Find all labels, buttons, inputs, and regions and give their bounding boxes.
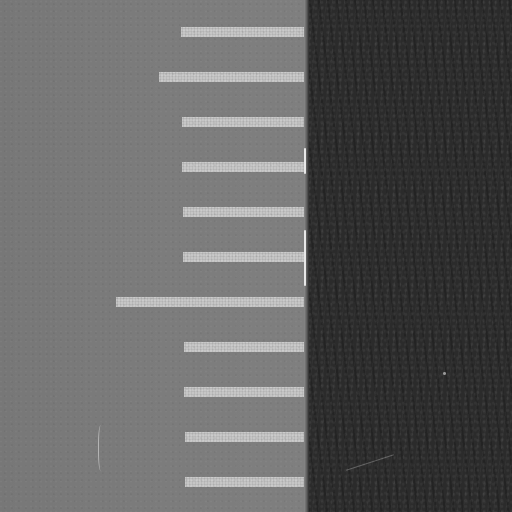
edge-glint — [304, 230, 306, 286]
tick-mark — [184, 387, 306, 397]
edge-glint — [304, 148, 306, 174]
tick-mark — [183, 252, 305, 262]
dust-speck — [443, 372, 446, 375]
tick-mark — [183, 207, 305, 217]
tick-mark — [159, 72, 305, 82]
tick-mark — [116, 297, 305, 307]
dark-fabric-background — [308, 0, 512, 512]
tick-mark — [185, 477, 306, 487]
dust-fiber — [98, 425, 105, 471]
tick-mark — [185, 432, 306, 442]
tick-mark — [182, 162, 305, 172]
tick-mark — [184, 342, 306, 352]
tick-mark — [181, 27, 305, 37]
tick-mark — [182, 117, 305, 127]
